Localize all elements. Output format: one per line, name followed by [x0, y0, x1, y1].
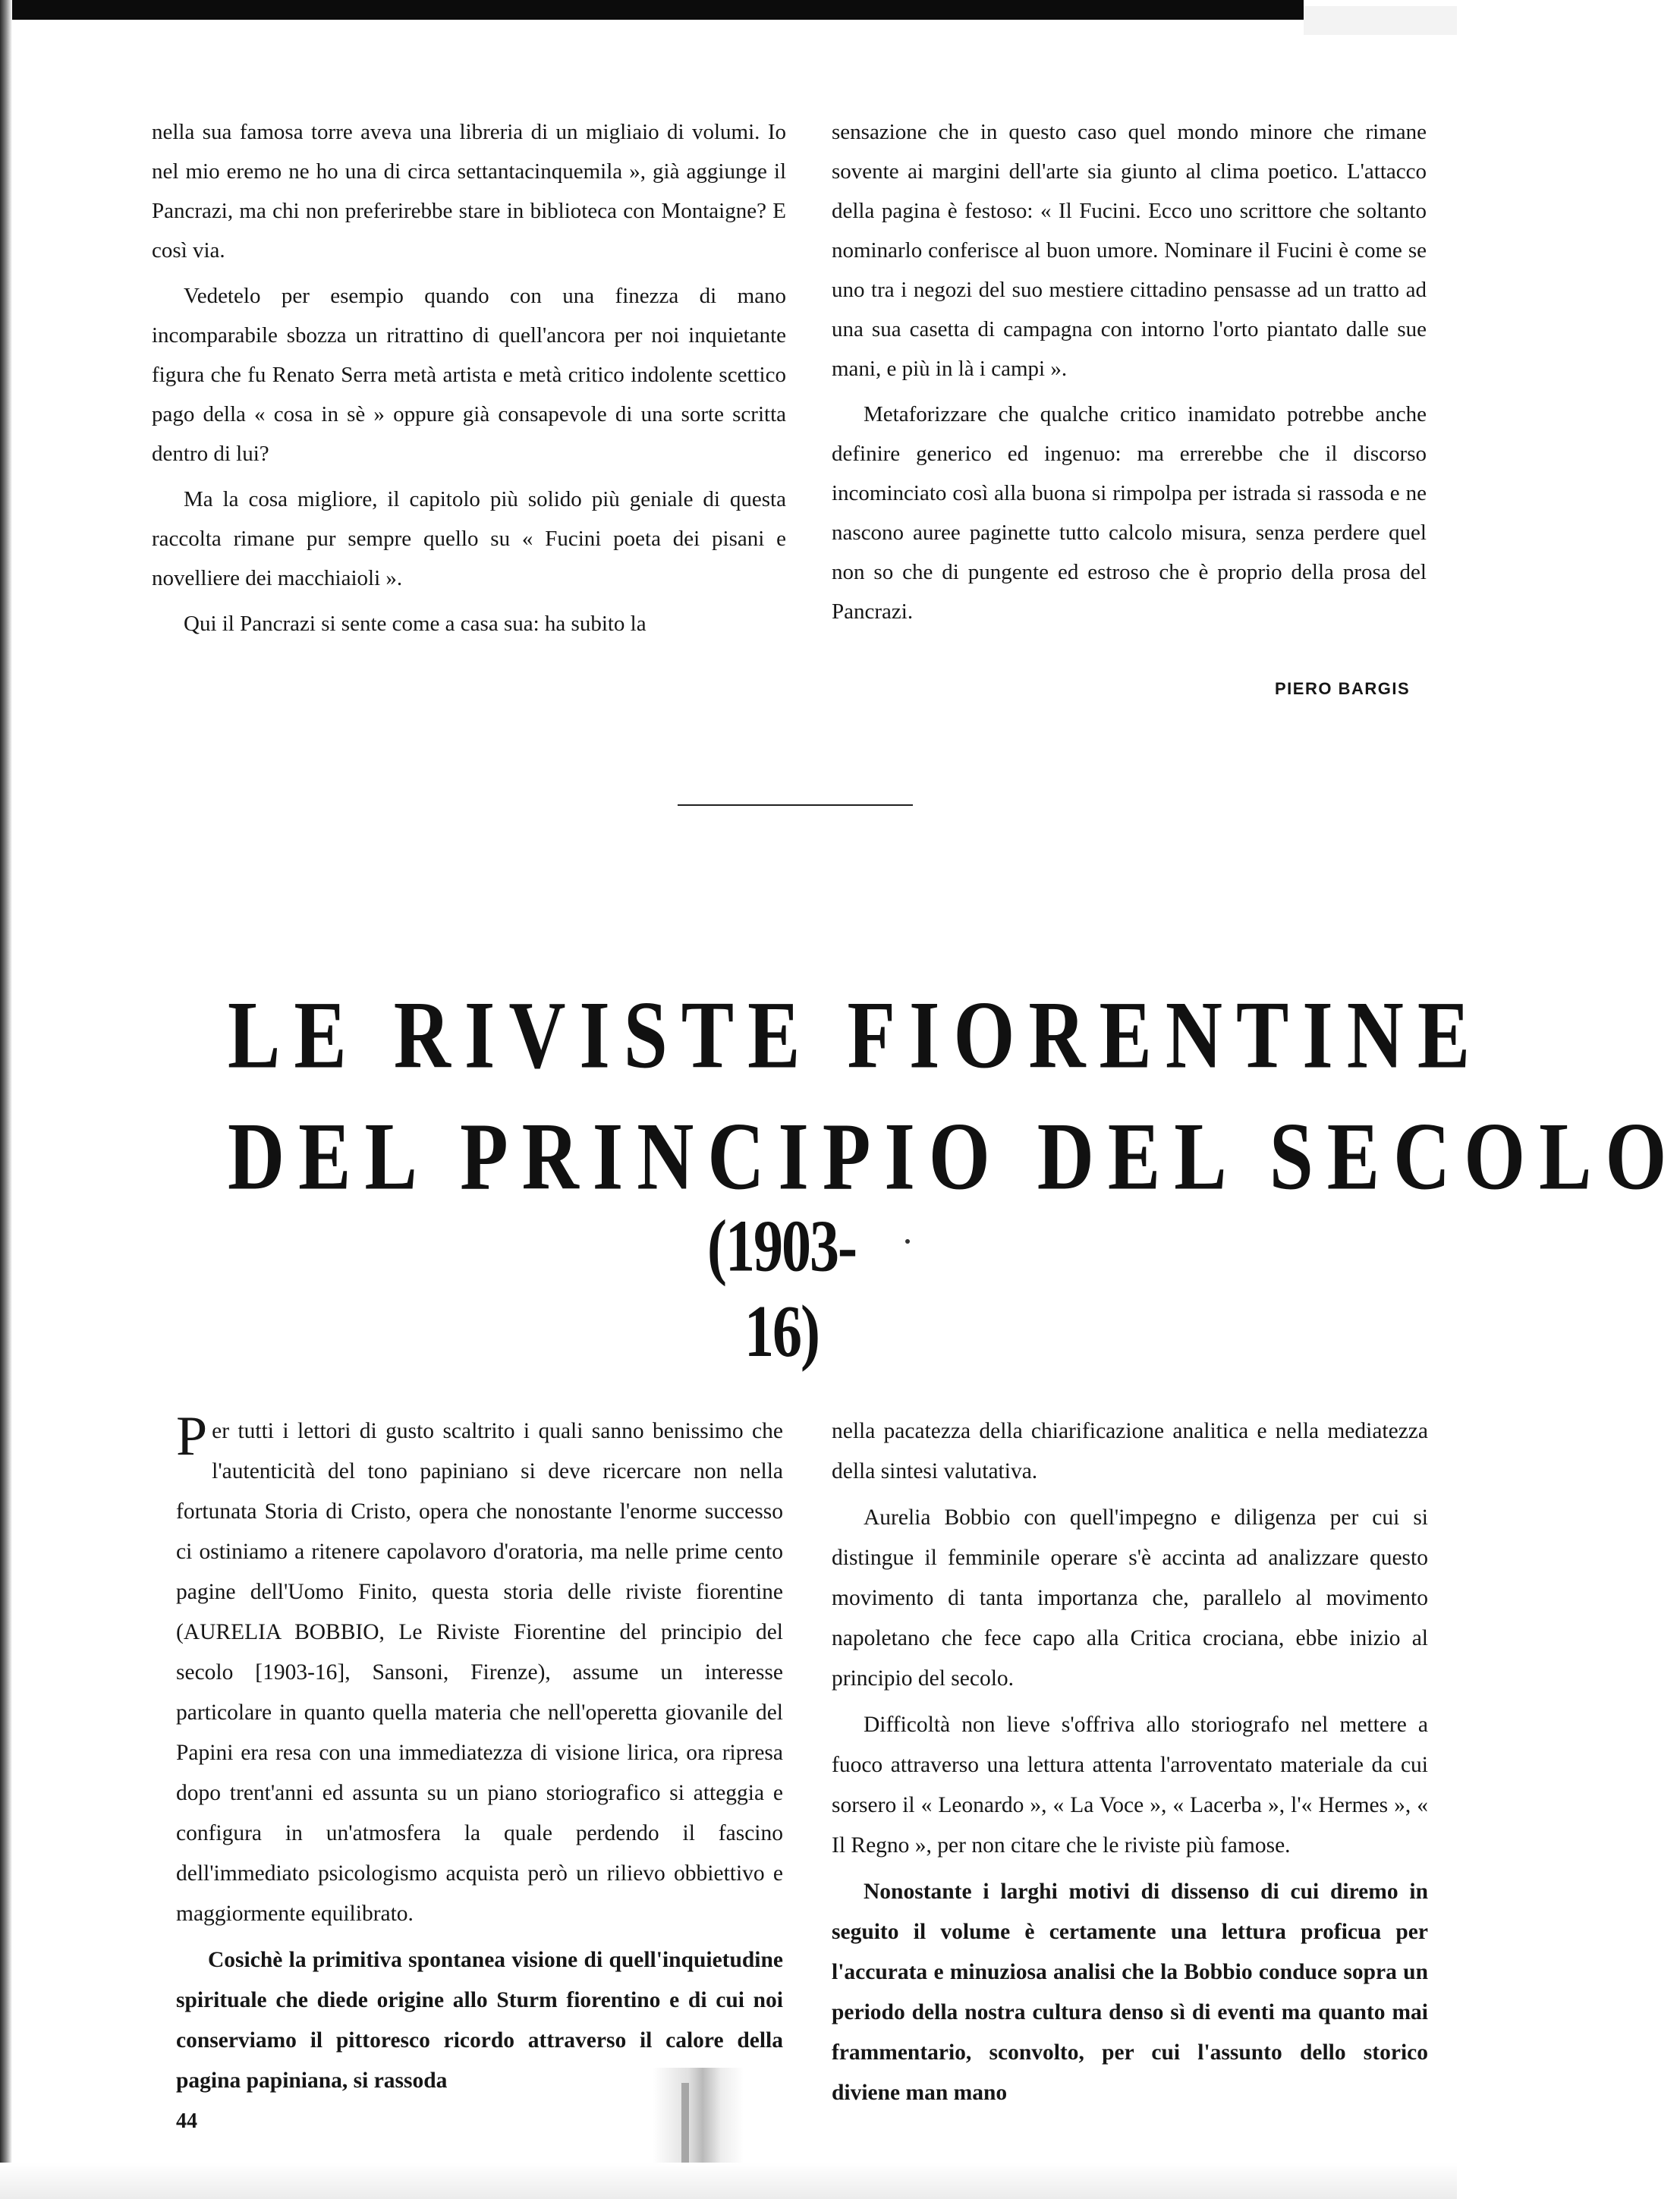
drop-cap: P — [176, 1405, 208, 1468]
page-number: 44 — [176, 2109, 197, 2133]
section-divider — [678, 804, 913, 806]
paragraph: Cosichè la primitiva spontanea visione di quell'inquietudine spirituale che diede origine allo Sturm fiorentino e di cui noi conserviamo il pittoresco ricordo attraverso il calore della pagina papiniana, si rassoda — [176, 1948, 783, 2093]
article-title-line-2: DEL PRINCIPIO DEL SECOLO — [228, 1103, 1680, 1210]
bottom-right-column — [832, 1411, 1428, 2113]
scan-left-edge — [0, 0, 12, 2199]
paragraph: sensazione che in questo caso quel mondo minore che rimane sovente ai margini dell'arte sia giunto al clima poetico. L'attacco della pagina è festoso: « Il Fucini. Ecco uno scrittore che soltanto nominarlo conferisce al buon umore. Nominare il Fucini è come se uno tra i negozi del suo mestiere cittadino pensasse ad un tratto ad una sua casetta di campagna con intorno l'orto piantato dalle sue mani, e più in là i campi ». — [832, 120, 1427, 381]
paragraph: nella sua famosa torre aveva una libreria di un migliaio di volumi. Io nel mio eremo ne ho una di circa settantacinquemila », già aggiunge il Pancrazi, ma chi non preferirebbe stare in biblioteca con Montaigne? E così via. — [152, 120, 786, 263]
paragraph: Vedetelo per esempio quando con una finezza di mano incomparabile sbozza un ritrattino di quell'ancora per noi inquietante figura che fu Renato Serra metà artista e metà critico indolente scettico pago della « cosa in sè » oppure già consapevole di una sorte scritta dentro di lui? — [152, 284, 786, 466]
paragraph: nella pacatezza della chiarificazione analitica e nella mediatezza della sintesi valutativa. — [832, 1419, 1428, 1483]
scan-top-border — [0, 0, 1304, 20]
paragraph — [176, 1405, 783, 1934]
paragraph: Ma la cosa migliore, il capitolo più solido più geniale di questa raccolta rimane pur sempre quello su « Fucini poeta dei pisani e novelliere dei macchiaioli ». — [152, 487, 786, 590]
bottom-left-column — [176, 1405, 783, 2101]
paragraph: Qui il Pancrazi si sente come a casa sua: ha subito la — [184, 612, 647, 636]
top-right-column — [832, 112, 1427, 631]
scan-bottom-shadow — [0, 2163, 1457, 2199]
paragraph: Aurelia Bobbio con quell'impegno e diligenza per cui si distingue il femminile operare s'è accinta ad analizzare questo movimento di tanta importanza che, parallelo al movimento napoletano che fece capo alla Critica crociana, ebbe inizio al principio del secolo. — [832, 1505, 1428, 1691]
scan-corner — [1304, 6, 1457, 35]
article-dates: (1903-16) — [707, 1203, 856, 1372]
top-left-column — [152, 112, 786, 643]
paragraph: Metaforizzare che qualche critico inamidato potrebbe anche definire generico ed ingenuo: ma errerebbe che il discorso incominciato così alla buona si rimpolpa per istrada si rassoda e ne nascono auree paginette tutto calcolo misura, senza perdere quel non so che di pungente ed estroso che è proprio della prosa del Pancrazi. — [832, 402, 1427, 624]
paragraph: Difficoltà non lieve s'offriva allo storiografo nel mettere a fuoco attraverso una lettura attenta l'arroventato materiale da cui sorsero il « Leonardo », « La Voce », « Lacerba », l'« Hermes », « Il Regno », per non citare che le riviste più famose. — [832, 1713, 1428, 1858]
author-signature: PIERO BARGIS — [1275, 679, 1411, 698]
stray-dot — [905, 1239, 910, 1244]
paragraph-text: er tutti i lettori di gusto scaltrito i quali sanno benissimo che l'autenticità del tono papiniano si deve ricercare non nella fortunata Storia di Cristo, opera che nonostante l'enorme successo ci ostiniamo a ritenere capolavoro d'oratoria, ma nelle prime cento pagine dell'Uomo Finito, questa storia delle riviste fiorentine (AURELIA BOBBIO, Le Riviste Fiorentine del principio del secolo [1903-16], Sansoni, Firenze), assume un interesse particolare in quanto quella materia che nell'operetta giovanile del Papini era resa con una immediatezza di visione lirica, ora ripresa dopo trent'anni ed assunta su un piano storiografico si atteggia e configura in un'atmosfera la quale perdendo il fascino dell'immediato psicologismo acquista però un rilievo obbiettivo e maggiormente equilibrato. — [176, 1419, 783, 1926]
paragraph: Nonostante i larghi motivi di dissenso di cui diremo in seguito il volume è certamente una lettura proficua per l'accurata e minuziosa analisi che la Bobbio conduce sopra un periodo della nostra cultura denso sì di eventi ma quanto mai frammentario, sconvolto, per cui l'assunto dello storico diviene man mano — [832, 1880, 1428, 2105]
article-title-line-1: LE RIVISTE FIORENTINE — [228, 982, 1484, 1089]
